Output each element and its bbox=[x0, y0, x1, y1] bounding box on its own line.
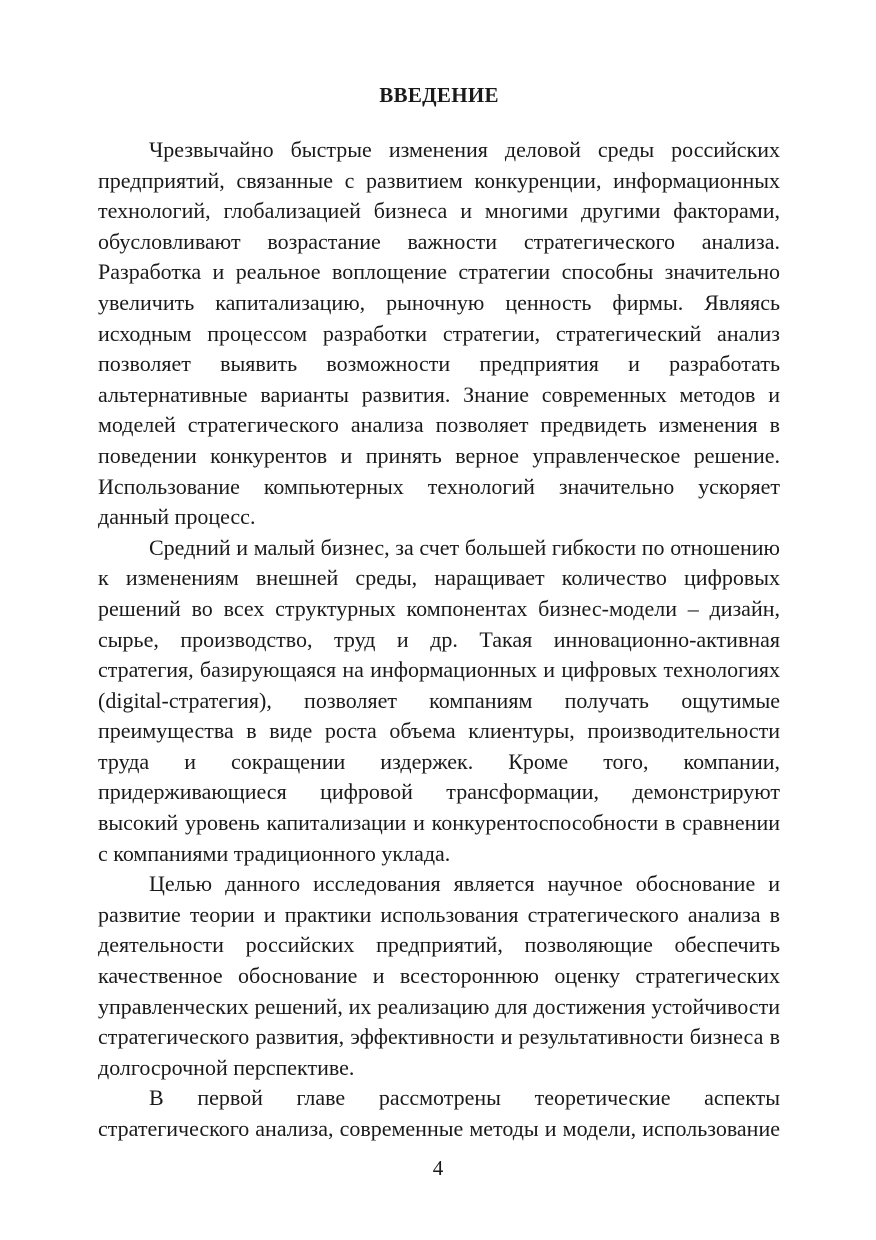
page-number: 4 bbox=[432, 1156, 444, 1180]
paragraph-intro: Чрезвычайно быстрые изменения деловой среды российских предприятий, связанные с развитием конкуренции, информационных технологий, глобализацией бизнеса и многими другими факторами, обусловливают возрастание важности стратегического анализа. Разработка и реальное воплощение стратегии способны значительно увеличить капитализацию, рыночную ценность фирмы. Являясь исходным процессом разработки стратегии, стратегический анализ позволяет выявить возможности предприятия и разработать альтернативные варианты развития. Знание современных методов и моделей стратегического анализа позволяет предвидеть изменения в поведении конкурентов и принять верное управленческое решение. Использование компьютерных технологий значительно ускоряет данный процесс. bbox=[98, 137, 780, 530]
document-page bbox=[98, 80, 780, 1145]
paragraph-small-business: Средний и малый бизнес, за счет большей гибкости по отношению к изменениям внешней среды, наращивает количество цифровых решений во всех структурных компонентах бизнес-модели – дизайн, сырье, производство, труд и др. Такая инновационно-активная стратегия, базирующаяся на информационных и цифровых технологиях (digital-стратегия), позволяет компаниям получать ощутимые преимущества в виде роста объема клиентуры, производительности труда и сокращении издержек. Кроме того, компании, придерживающиеся цифровой трансформации, демонстрируют высокий уровень капитализации и конкурентоспособности в сравнении с компаниями традиционного уклада. bbox=[98, 534, 780, 866]
section-title: ВВЕДЕНИЕ bbox=[379, 83, 499, 107]
paragraph-research-goal: Целью данного исследования является научное обоснование и развитие теории и практики использования стратегического анализа в деятельности российских предприятий, позволяющие обеспечить качественное обоснование и всестороннюю оценку стратегических управленческих решений, их реализацию для достижения устойчивости стратегического развития, эффективности и результативности бизнеса в долгосрочной перспективе. bbox=[98, 871, 780, 1080]
paragraph-first-chapter: В первой главе рассмотрены теоретические аспекты стратегического анализа, современные методы и модели, использование bbox=[98, 1085, 780, 1141]
